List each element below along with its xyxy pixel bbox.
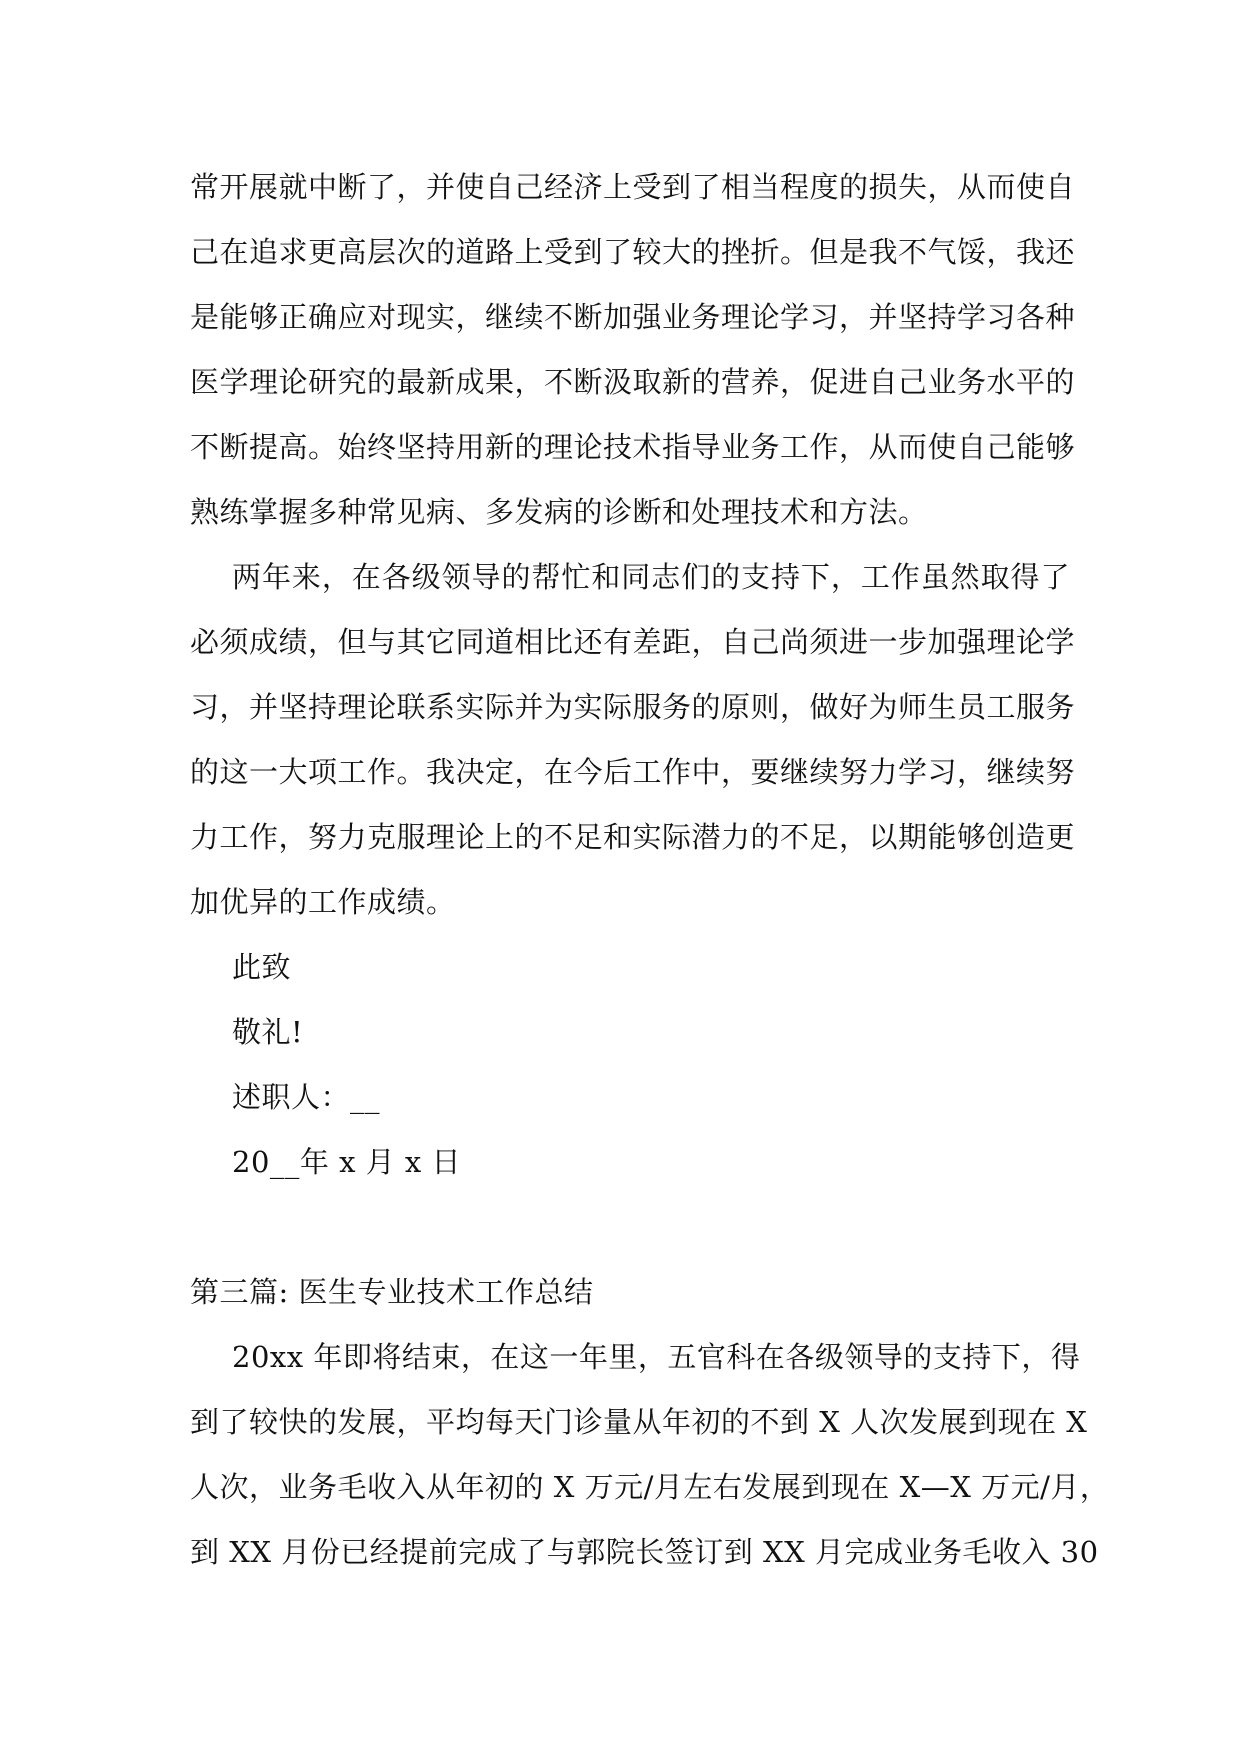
text-line: 人次，业务毛收入从年初的 X 万元/月左右发展到现在 X—X 万元/月， (190, 1470, 1110, 1504)
paragraph (190, 155, 1076, 545)
text-line: 医学理论研究的最新成果，不断汲取新的营养，促进自己业务水平的 (190, 365, 1076, 399)
text-line: 20xx 年即将结束，在这一年里，五官科在各级领导的支持下，得 (232, 1340, 1081, 1374)
text-line: 不断提高。始终坚持用新的理论技术指导业务工作，从而使自己能够 (190, 430, 1076, 464)
section-title: 第三篇: 医生专业技术工作总结 (190, 1275, 594, 1309)
reporter-signature: 述职人：__ (232, 1080, 381, 1114)
text-line: 力工作，努力克服理论上的不足和实际潜力的不足，以期能够创造更 (190, 820, 1076, 854)
letter-closing (190, 935, 1070, 1195)
paragraph (190, 545, 1076, 935)
text-line: 到 XX 月份已经提前完成了与郭院长签订到 XX 月完成业务毛收入 30 (190, 1535, 1099, 1569)
section (190, 1260, 1110, 1585)
text-line: 加优异的工作成绩。 (190, 885, 456, 919)
text-line: 熟练掌握多种常见病、多发病的诊断和处理技术和方法。 (190, 495, 928, 529)
text-line: 己在追求更高层次的道路上受到了较大的挫折。但是我不气馁，我还 (190, 235, 1076, 269)
text-line: 习，并坚持理论联系实际并为实际服务的原则，做好为师生员工服务 (190, 690, 1076, 724)
text-line: 到了较快的发展，平均每天门诊量从年初的不到 X 人次发展到现在 X (190, 1405, 1088, 1439)
text-line: 常开展就中断了，并使自己经济上受到了相当程度的损失，从而使自 (190, 170, 1076, 204)
spacer (190, 1195, 1070, 1260)
text-line: 必须成绩，但与其它同道相比还有差距，自己尚须进一步加强理论学 (190, 625, 1076, 659)
date-line: 20__年 x 月 x 日 (232, 1145, 461, 1179)
regards: 敬礼! (232, 1015, 304, 1049)
salutation: 此致 (232, 950, 292, 984)
text-line: 的这一大项工作。我决定，在今后工作中，要继续努力学习，继续努 (190, 755, 1076, 789)
text-line: 两年来，在各级领导的帮忙和同志们的支持下，工作虽然取得了 (232, 560, 1070, 594)
document-body (190, 155, 1110, 1585)
text-line: 是能够正确应对现实，继续不断加强业务理论学习，并坚持学习各种 (190, 300, 1076, 334)
